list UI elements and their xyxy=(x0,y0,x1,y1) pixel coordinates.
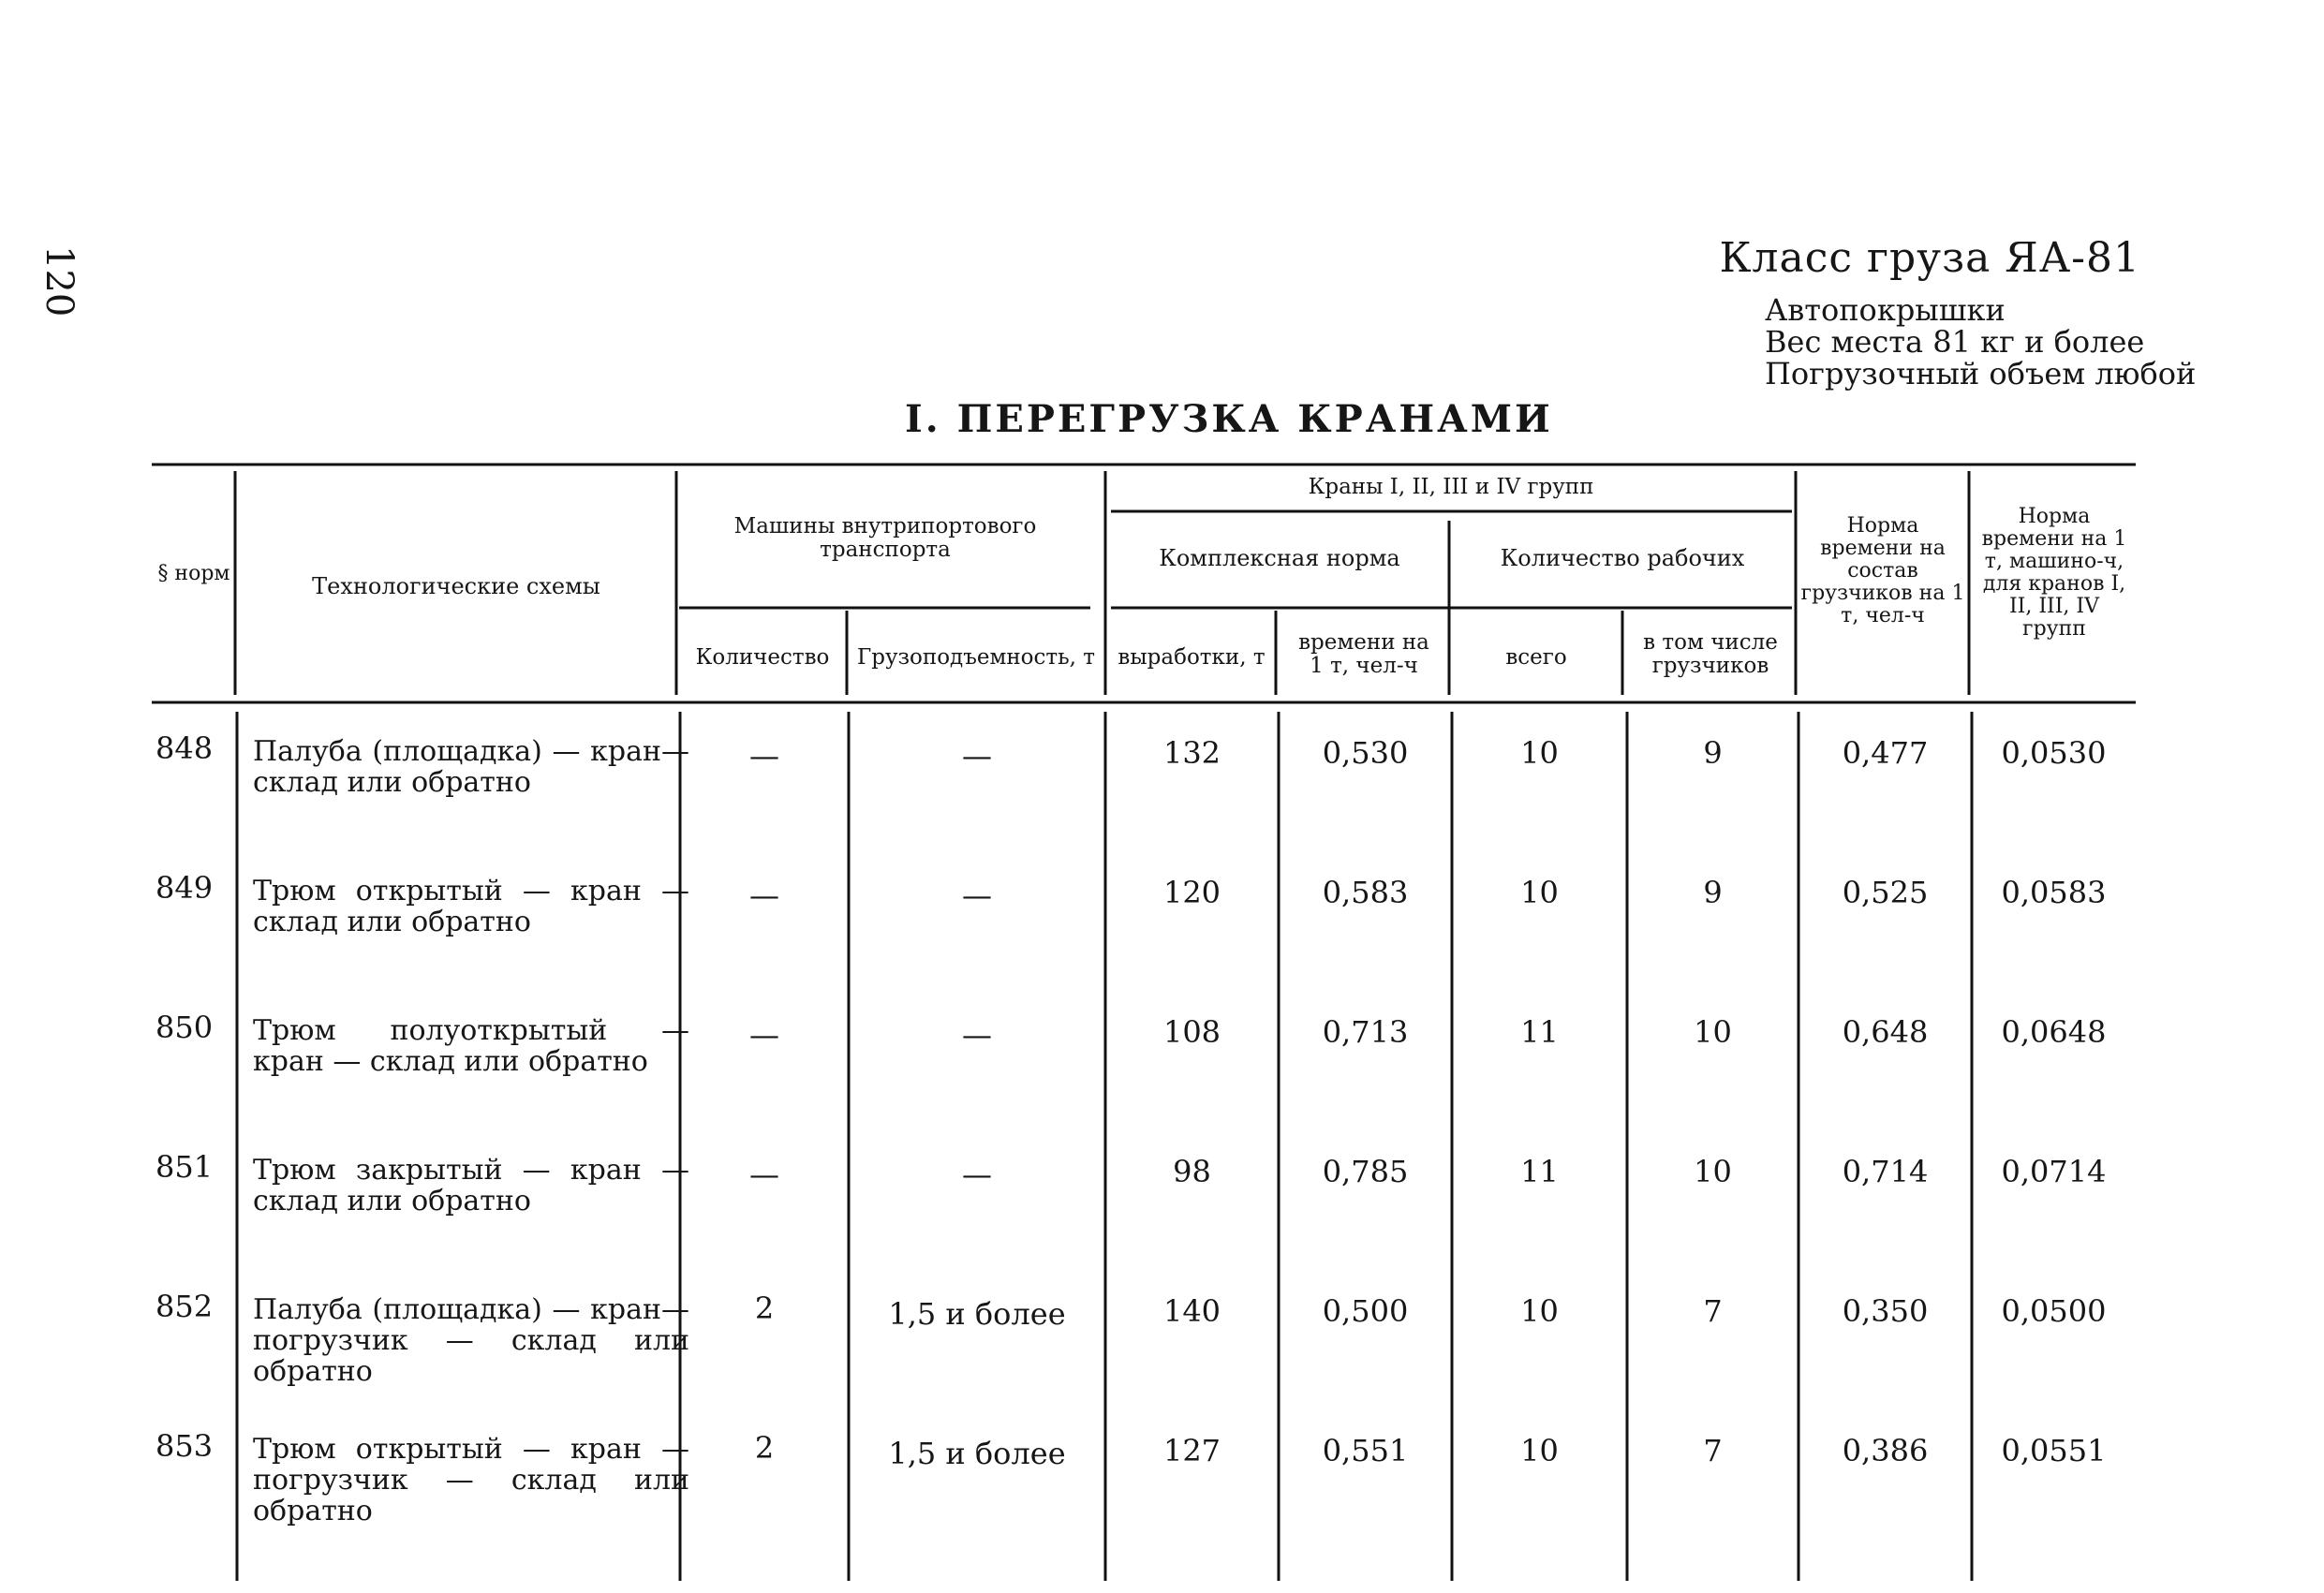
row-852-norm-machine: 0,0500 xyxy=(2001,1293,2107,1329)
row-850-capacity: — xyxy=(962,1017,992,1053)
header-norm-crew: Норма времени на состав грузчиков на 1 т, чел-ч xyxy=(1800,514,1965,627)
row-849-time: 0,583 xyxy=(1322,875,1409,910)
row-853-norm-crew: 0,386 xyxy=(1842,1433,1929,1468)
row-850-time: 0,713 xyxy=(1322,1014,1409,1050)
scheme-line: Трюм полуоткрытый — xyxy=(253,1014,689,1047)
cargo-volume: Погрузочный объем любой xyxy=(1765,356,2197,391)
scheme-line: склад или обратно xyxy=(253,766,531,799)
row-852-output: 140 xyxy=(1162,1293,1221,1329)
row-848-total: 10 xyxy=(1520,735,1559,771)
row-849-norm-crew: 0,525 xyxy=(1842,875,1929,910)
row-853-time: 0,551 xyxy=(1322,1433,1409,1468)
cargo-name: Автопокрышки xyxy=(1765,292,2006,328)
row-851-time: 0,785 xyxy=(1322,1154,1409,1189)
row-848-norm-crew: 0,477 xyxy=(1842,735,1929,771)
row-848-norm-machine: 0,0530 xyxy=(2001,735,2107,771)
scheme-line: Палуба (площадка) — кран— xyxy=(253,735,689,768)
row-853-qty: 2 xyxy=(754,1430,775,1466)
row-850-norm-machine: 0,0648 xyxy=(2001,1014,2107,1050)
row-849-capacity: — xyxy=(962,878,992,913)
row-852-norm-crew: 0,350 xyxy=(1842,1293,1929,1329)
row-851-norm-crew: 0,714 xyxy=(1842,1154,1929,1189)
row-852-norm-no: 852 xyxy=(155,1289,214,1324)
row-853-scheme xyxy=(253,1434,689,1527)
scheme-line: погрузчик — склад или обратно xyxy=(253,1324,689,1388)
header-loaders: в том числе грузчиков xyxy=(1643,630,1778,678)
row-848-time: 0,530 xyxy=(1322,735,1409,771)
scheme-line: Трюм открытый — кран — xyxy=(253,1433,689,1466)
row-850-qty: — xyxy=(749,1017,779,1053)
row-851-qty: — xyxy=(749,1157,779,1192)
header-quantity: Количество xyxy=(695,645,830,670)
row-851-total: 11 xyxy=(1520,1154,1559,1189)
row-849-total: 10 xyxy=(1520,875,1559,910)
row-849-qty: — xyxy=(749,878,779,913)
scheme-line: Трюм закрытый — кран — xyxy=(253,1154,689,1187)
scheme-line: погрузчик — склад или обратно xyxy=(253,1464,689,1527)
row-852-loaders: 7 xyxy=(1703,1293,1723,1329)
row-849-norm-machine: 0,0583 xyxy=(2001,875,2107,910)
row-850-norm-crew: 0,648 xyxy=(1842,1014,1929,1050)
row-850-output: 108 xyxy=(1162,1014,1221,1050)
scheme-line: Палуба (площадка) — кран— xyxy=(253,1293,689,1326)
section-title: I. ПЕРЕГРУЗКА КРАНАМИ xyxy=(905,397,1553,441)
row-852-capacity: 1,5 и более xyxy=(888,1296,1066,1332)
row-848-norm-no: 848 xyxy=(155,730,214,766)
page-number: 120 xyxy=(37,245,81,317)
scheme-line: склад или обратно xyxy=(253,906,531,938)
scheme-line: Трюм открытый — кран — xyxy=(253,875,689,907)
row-848-qty: — xyxy=(749,738,779,774)
row-849-scheme xyxy=(253,876,689,937)
row-853-loaders: 7 xyxy=(1703,1433,1723,1468)
row-853-output: 127 xyxy=(1162,1433,1221,1468)
header-machines: Машины внутрипортового транспорта xyxy=(733,514,1037,562)
row-850-scheme xyxy=(253,1015,689,1077)
row-853-norm-machine: 0,0551 xyxy=(2001,1433,2107,1468)
header-norm-machine: Норма времени на 1 т, машино-ч, для кранов I, II, III, IV групп xyxy=(1981,505,2127,641)
header-complex-norm: Комплексная норма xyxy=(1159,545,1400,571)
row-851-capacity: — xyxy=(962,1157,992,1192)
row-848-output: 132 xyxy=(1162,735,1221,771)
row-849-norm-no: 849 xyxy=(155,870,214,906)
row-849-output: 120 xyxy=(1162,875,1221,910)
row-848-loaders: 9 xyxy=(1703,735,1723,771)
row-851-loaders: 10 xyxy=(1694,1154,1732,1189)
row-850-loaders: 10 xyxy=(1694,1014,1732,1050)
header-time: времени на 1 т, чел-ч xyxy=(1298,630,1429,678)
row-852-scheme xyxy=(253,1294,689,1387)
header-capacity: Грузоподъемность, т xyxy=(857,645,1095,670)
header-total: всего xyxy=(1505,645,1567,670)
row-853-norm-no: 853 xyxy=(155,1428,214,1464)
header-cranes: Краны I, II, III и IV групп xyxy=(1308,475,1594,499)
row-850-norm-no: 850 xyxy=(155,1010,214,1045)
scheme-line: склад или обратно xyxy=(253,1185,531,1217)
row-849-loaders: 9 xyxy=(1703,875,1723,910)
row-851-scheme xyxy=(253,1155,689,1217)
row-852-qty: 2 xyxy=(754,1291,775,1326)
header-output: выработки, т xyxy=(1118,645,1266,670)
row-850-total: 11 xyxy=(1520,1014,1559,1050)
cargo-weight: Вес места 81 кг и более xyxy=(1765,324,2145,360)
header-workers: Количество рабочих xyxy=(1500,545,1745,571)
row-848-capacity: — xyxy=(962,738,992,774)
row-852-time: 0,500 xyxy=(1322,1293,1409,1329)
header-schemes: Технологические схемы xyxy=(312,573,600,599)
row-851-output: 98 xyxy=(1173,1154,1211,1189)
row-851-norm-machine: 0,0714 xyxy=(2001,1154,2107,1189)
row-852-total: 10 xyxy=(1520,1293,1559,1329)
row-848-scheme xyxy=(253,736,689,798)
header-norm-no: § норм xyxy=(157,562,230,585)
row-853-total: 10 xyxy=(1520,1433,1559,1468)
row-853-capacity: 1,5 и более xyxy=(888,1436,1066,1471)
cargo-class-title: Класс груза ЯА-81 xyxy=(1719,234,2140,282)
row-851-norm-no: 851 xyxy=(155,1149,214,1185)
scheme-line: кран — склад или обратно xyxy=(253,1045,648,1078)
